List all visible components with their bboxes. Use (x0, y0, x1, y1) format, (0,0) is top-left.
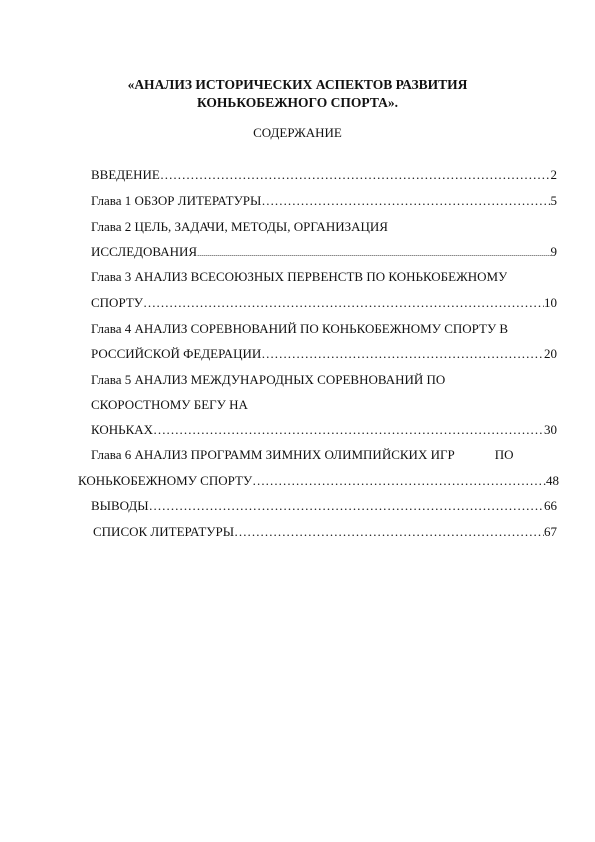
toc-dot-leader (149, 497, 544, 515)
toc-dot-leader (143, 294, 544, 312)
toc-entry-chapter-3-line-1: Глава 3 АНАЛИЗ ВСЕСОЮЗНЫХ ПЕРВЕНСТВ ПО КОНЬКОБЕЖНОМУ (91, 269, 508, 284)
toc-page-number: 48 (546, 473, 559, 488)
toc-entry-text: Глава 6 АНАЛИЗ ПРОГРАММ ЗИМНИХ ОЛИМПИЙСКИХ ИГР (91, 447, 455, 462)
toc-entry-label: КОНЬКОБЕЖНОМУ СПОРТУ (78, 473, 253, 488)
toc-page-number: 66 (544, 498, 557, 513)
toc-entry-references (93, 523, 557, 541)
toc-dot-leader (261, 345, 544, 363)
toc-dot-leader (197, 243, 550, 263)
toc-dot-leader (153, 421, 544, 439)
toc-entry-intro (91, 166, 557, 184)
toc-entry-chapter-5 (91, 421, 557, 439)
toc-entry-conclusions (91, 497, 557, 515)
toc-entry-label: СПОРТУ (91, 295, 143, 310)
toc-entry-label: ВЫВОДЫ (91, 498, 149, 513)
toc-entry-chapter-3 (91, 294, 557, 312)
toc-entry-label: СПИСОК ЛИТЕРАТУРЫ (93, 524, 235, 539)
toc-entry-chapter-6 (78, 472, 559, 490)
toc-entry-chapter-5-line-1: Глава 5 АНАЛИЗ МЕЖДУНАРОДНЫХ СОРЕВНОВАНИЙ ПО (91, 372, 446, 387)
toc-page-number: 67 (544, 524, 557, 539)
toc-entry-chapter-4 (91, 345, 557, 363)
toc-dot-leader (160, 166, 551, 184)
toc-page-number: 10 (544, 295, 557, 310)
toc-dot-leader (261, 192, 550, 210)
toc-entry-chapter-5-line-2: СКОРОСТНОМУ БЕГУ НА (91, 397, 248, 412)
toc-dot-leader (234, 523, 544, 541)
document-title-line-1: «АНАЛИЗ ИСТОРИЧЕСКИХ АСПЕКТОВ РАЗВИТИЯ (127, 77, 468, 92)
document-title-line-2: КОНЬКОБЕЖНОГО СПОРТА». (196, 95, 399, 110)
toc-page-number: 5 (550, 193, 557, 208)
toc-entry-text-tail: ПО (494, 447, 514, 462)
toc-entry-chapter-2 (91, 243, 557, 261)
toc-entry-chapter-4-line-1: Глава 4 АНАЛИЗ СОРЕВНОВАНИЙ ПО КОНЬКОБЕЖНОМУ СПОРТУ В (91, 321, 509, 336)
toc-entry-label: ИССЛЕДОВАНИЯ (91, 244, 198, 259)
toc-page-number: 9 (550, 244, 557, 259)
toc-dot-leader (252, 472, 546, 490)
toc-entry-label: КОНЬКАХ (91, 422, 154, 437)
toc-entry-label: Глава 1 ОБЗОР ЛИТЕРАТУРЫ (91, 193, 262, 208)
toc-entry-chapter-1 (91, 192, 557, 210)
toc-entry-label: ВВЕДЕНИЕ (91, 167, 160, 182)
toc-page-number: 2 (550, 167, 557, 182)
toc-page-number: 20 (544, 346, 557, 361)
toc-entry-chapter-6-line-1 (91, 446, 557, 464)
toc-entry-chapter-2-line-1: Глава 2 ЦЕЛЬ, ЗАДАЧИ, МЕТОДЫ, ОРГАНИЗАЦИЯ (91, 219, 388, 234)
toc-heading: СОДЕРЖАНИЕ (253, 125, 342, 140)
toc-page-number: 30 (544, 422, 557, 437)
toc-entry-label: РОССИЙСКОЙ ФЕДЕРАЦИИ (91, 346, 262, 361)
